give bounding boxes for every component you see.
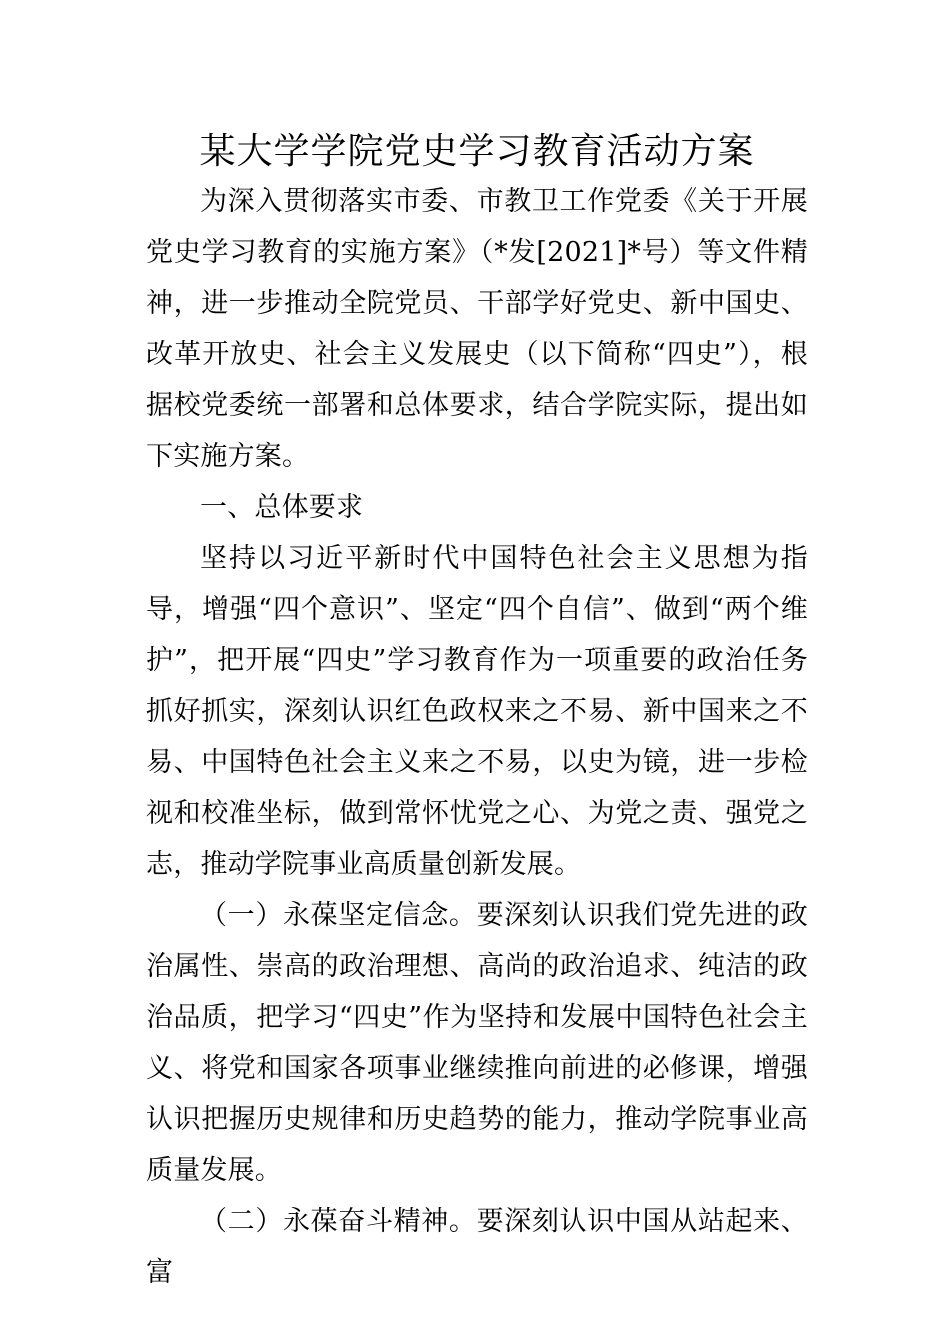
document-body [146,128,808,1298]
intro-paragraph: 为深入贯彻落实市委、市教卫工作党委《关于开展党史学习教育的实施方案》（*发[2021]*号）等文件精神，进一步推动全院党员、干部学好党史、新中国史、改革开放史、社会主义发展史（以下简称“四史”），根据校党委统一部署和总体要求，结合学院实际，提出如下实施方案。 [146,186,808,472]
section-heading-general-requirements: 一、总体要求 [200,492,364,523]
general-requirements-paragraph: 坚持以习近平新时代中国特色社会主义思想为指导，增强“四个意识”、坚定“四个自信”、做到“两个维护”，把开展“四史”学习教育作为一项重要的政治任务抓好抓实，深刻认识红色政权来之不易、新中国来之不易、中国特色社会主义来之不易，以史为镜，进一步检视和校准坐标，做到常怀忧党之心、为党之责、强党之志，推动学院事业高质量创新发展。 [146,543,808,880]
subsection-struggle-spirit-paragraph: （二）永葆奋斗精神。要深刻认识中国从站起来、富 [146,1206,808,1288]
subsection-firm-belief-paragraph: （一）永葆坚定信念。要深刻认识我们党先进的政治属性、崇高的政治理想、高尚的政治追求、纯洁的政治品质，把学习“四史”作为坚持和发展中国特色社会主义、将党和国家各项事业继续推向前进的必修课，增强认识把握历史规律和历史趋势的能力，推动学院事业高质量发展。 [146,900,808,1186]
document-title: 某大学学院党史学习教育活动方案 [199,131,755,172]
